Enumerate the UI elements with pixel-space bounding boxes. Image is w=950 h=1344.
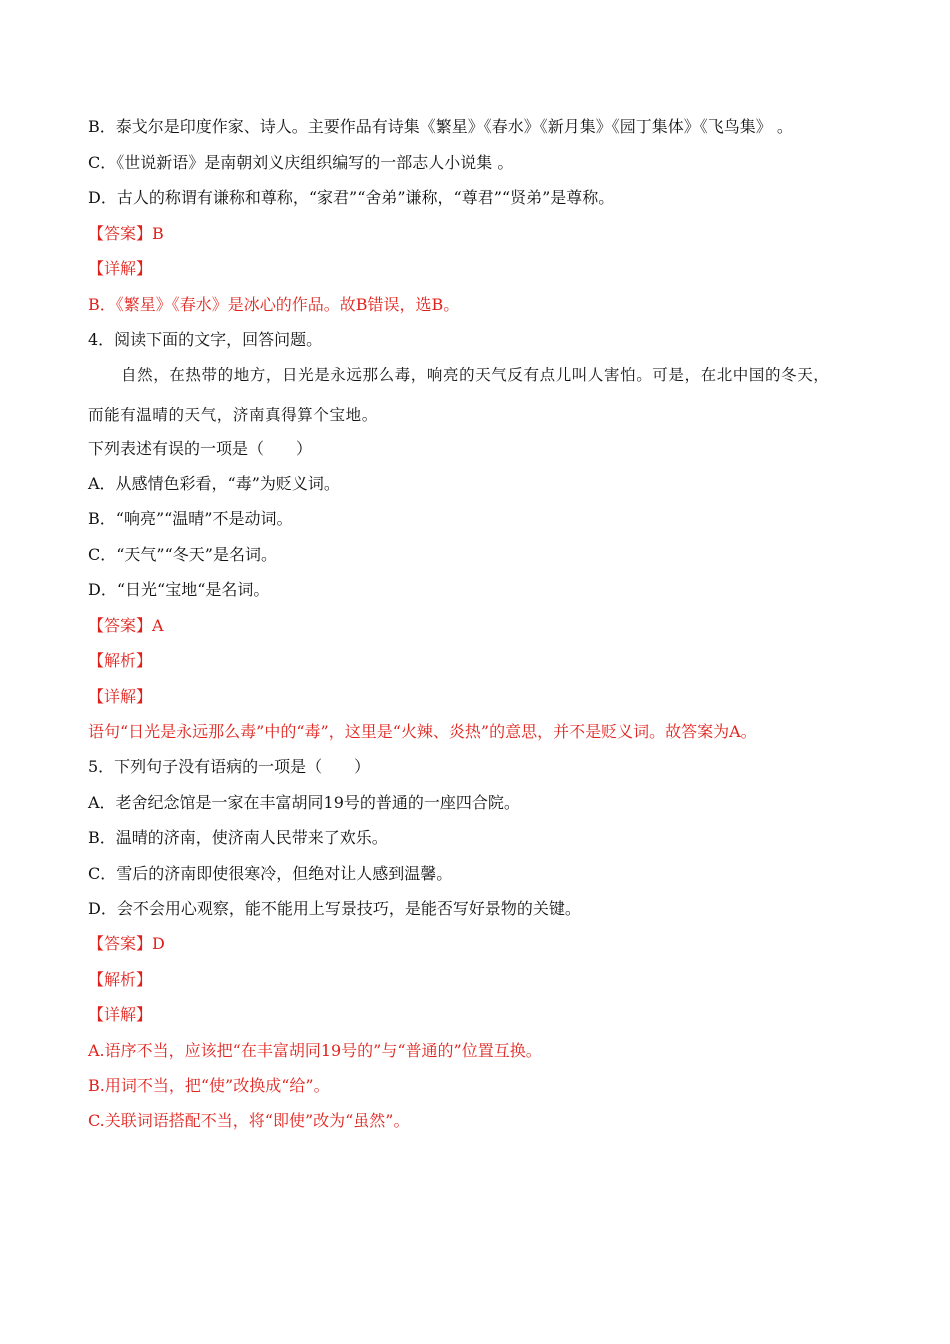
- q5-detail-a: A.语序不当，应该把“在丰富胡同19号的”与“普通的”位置互换。: [88, 1041, 542, 1060]
- q4-question: 下列表述有误的一项是（ ）: [88, 439, 313, 458]
- q5-detail-b: B.用词不当，把“使”改换成“给”。: [88, 1076, 330, 1095]
- q4-option-b: B．“响亮”“温晴”不是动词。: [88, 509, 293, 528]
- q4-option-d: D．“日光“宝地“是名词。: [88, 580, 270, 599]
- q4-answer: 【答案】A: [88, 616, 164, 635]
- q5-option-a: A．老舍纪念馆是一家在丰富胡同19号的普通的一座四合院。: [88, 793, 520, 812]
- q4-passage-line-1: 自然，在热带的地方，日光是永远那么毒，响亮的天气反有点儿叫人害怕。可是，在北中国的冬天，: [121, 366, 830, 384]
- q5-answer: 【答案】D: [88, 934, 165, 953]
- q3-option-b: B．泰戈尔是印度作家、诗人。主要作品有诗集《繁星》《春水》《新月集》《园丁集体》《飞鸟集》 。: [88, 117, 793, 136]
- q5-option-d: D．会不会用心观察，能不能用上写景技巧，是能否写好景物的关键。: [88, 899, 581, 918]
- q3-detail-label: 【详解】: [88, 259, 153, 278]
- q5-option-c: C．雪后的济南即使很寒冷，但绝对让人感到温馨。: [88, 864, 453, 883]
- q3-detail-text: B．《繁星》《春水》是冰心的作品。故B错误，选B。: [88, 295, 460, 314]
- q3-answer: 【答案】B: [88, 224, 164, 243]
- q3-option-c: C．《世说新语》是南朝刘义庆组织编写的一部志人小说集 。: [88, 153, 514, 172]
- q4-detail-text: 语句“日光是永远那么毒”中的“毒”，这里是“火辣、炎热”的意思，并不是贬义词。故答案为A。: [88, 722, 757, 741]
- q5-detail-label: 【详解】: [88, 1005, 153, 1024]
- q4-stem: 4．阅读下面的文字，回答问题。: [88, 330, 323, 349]
- q4-option-a: A．从感情色彩看，“毒”为贬义词。: [88, 474, 340, 493]
- q5-option-b: B．温晴的济南，使济南人民带来了欢乐。: [88, 828, 388, 847]
- q5-detail-c: C.关联词语搭配不当，将“即使”改为“虽然”。: [88, 1111, 410, 1130]
- q3-option-d: D．古人的称谓有谦称和尊称，“家君”“舍弟”谦称，“尊君”“贤弟”是尊称。: [88, 188, 615, 207]
- q4-analysis-label: 【解析】: [88, 651, 153, 670]
- q5-analysis-label: 【解析】: [88, 970, 153, 989]
- q5-stem: 5．下列句子没有语病的一项是（ ）: [88, 757, 371, 776]
- q4-detail-label: 【详解】: [88, 687, 153, 706]
- q4-option-c: C．“天气”“冬天”是名词。: [88, 545, 277, 564]
- q4-passage-line-2: 而能有温晴的天气，济南真得算个宝地。: [88, 406, 378, 424]
